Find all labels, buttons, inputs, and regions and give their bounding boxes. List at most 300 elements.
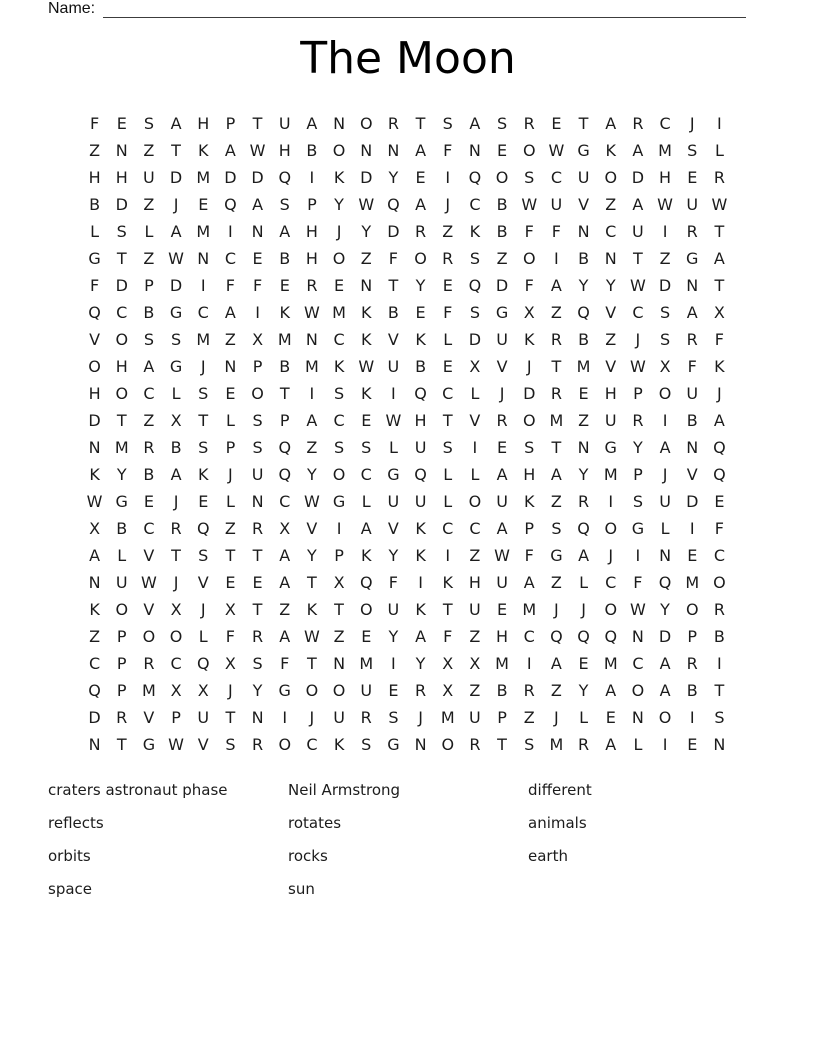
- grid-letter: O: [115, 330, 129, 349]
- grid-letter: G: [169, 303, 183, 322]
- grid-letter: H: [496, 627, 509, 646]
- grid-letter: Q: [658, 573, 672, 592]
- grid-letter: D: [468, 330, 482, 349]
- grid-letter: K: [360, 330, 372, 349]
- grid-letter: R: [632, 411, 644, 430]
- name-label: Name:: [48, 0, 96, 17]
- grid-letter: K: [415, 519, 426, 538]
- grid-letter: O: [658, 384, 672, 403]
- grid-letter: I: [309, 384, 315, 403]
- grid-letter: C: [550, 168, 562, 187]
- grid-letter: N: [686, 438, 699, 457]
- grid-letter: X: [279, 519, 291, 538]
- grid-letter: O: [631, 681, 645, 700]
- grid-letter: Z: [659, 249, 671, 268]
- grid-letter: A: [659, 438, 671, 457]
- grid-letter: I: [255, 303, 260, 322]
- grid-letter: K: [360, 303, 372, 322]
- grid-letter: M: [576, 357, 591, 376]
- grid-letter: C: [605, 222, 617, 241]
- grid-letter: Q: [278, 438, 292, 457]
- grid-letter: A: [170, 114, 182, 133]
- grid-letter: U: [387, 600, 400, 619]
- grid-letter: O: [169, 627, 183, 646]
- grid-letter: N: [224, 357, 237, 376]
- grid-letter: Y: [116, 465, 127, 484]
- grid-letter: A: [632, 195, 644, 214]
- grid-letter: F: [443, 627, 453, 646]
- grid-letter: E: [388, 681, 399, 700]
- grid-letter: J: [336, 222, 342, 241]
- grid-letter: X: [469, 357, 481, 376]
- grid-letter: J: [717, 384, 722, 403]
- grid-letter: J: [418, 708, 423, 727]
- grid-letter: C: [442, 384, 454, 403]
- grid-letter: W: [548, 141, 565, 160]
- grid-letter: M: [495, 654, 509, 673]
- grid-letter: A: [550, 465, 562, 484]
- grid-letter: E: [252, 249, 263, 268]
- grid-letter: M: [359, 654, 374, 673]
- grid-letter: H: [468, 573, 481, 592]
- grid-letter: K: [523, 492, 535, 511]
- grid-letter: R: [387, 114, 399, 133]
- word-bank: [48, 774, 768, 906]
- word-bank-item: different: [528, 781, 592, 799]
- grid-letter: X: [252, 330, 264, 349]
- grid-letter: K: [333, 735, 345, 754]
- grid-letter: W: [303, 303, 320, 322]
- grid-letter: O: [278, 735, 292, 754]
- grid-letter: E: [442, 357, 453, 376]
- grid-letter: W: [629, 276, 646, 295]
- grid-letter: T: [551, 357, 562, 376]
- grid-letter: M: [522, 600, 537, 619]
- grid-letter: R: [252, 519, 264, 538]
- grid-letter: T: [334, 600, 344, 619]
- grid-letter: E: [497, 600, 508, 619]
- grid-letter: Q: [550, 627, 563, 646]
- grid-letter: A: [415, 141, 427, 160]
- grid-letter: E: [605, 708, 616, 727]
- grid-letter: V: [387, 519, 399, 538]
- grid-letter: Q: [278, 168, 292, 187]
- grid-letter: Z: [550, 303, 562, 322]
- grid-letter: S: [279, 195, 290, 214]
- grid-letter: E: [334, 276, 345, 295]
- grid-letter: M: [196, 330, 211, 349]
- grid-letter: C: [469, 519, 481, 538]
- grid-letter: A: [659, 654, 671, 673]
- grid-letter: Y: [388, 546, 399, 565]
- grid-letter: M: [305, 357, 319, 376]
- grid-letter: P: [497, 708, 507, 727]
- word-bank-item: Neil Armstrong: [288, 781, 401, 799]
- grid-letter: Z: [523, 708, 535, 727]
- grid-letter: V: [605, 303, 617, 322]
- grid-letter: N: [631, 708, 644, 727]
- grid-letter: B: [496, 195, 508, 214]
- grid-letter: Z: [143, 411, 155, 430]
- grid-letter: W: [629, 357, 646, 376]
- grid-letter: N: [333, 114, 346, 133]
- grid-letter: O: [604, 168, 618, 187]
- word-bank-item: reflects: [48, 814, 104, 832]
- grid-letter: G: [332, 492, 346, 511]
- grid-letter: Q: [387, 195, 400, 214]
- grid-letter: T: [116, 249, 127, 268]
- word-bank-item: rotates: [288, 814, 342, 832]
- grid-letter: Z: [605, 195, 617, 214]
- grid-letter: P: [116, 654, 127, 673]
- grid-letter: N: [251, 222, 264, 241]
- grid-letter: K: [197, 141, 209, 160]
- grid-letter: N: [577, 222, 590, 241]
- grid-letter: I: [228, 222, 233, 241]
- grid-letter: K: [415, 330, 426, 349]
- grid-letter: P: [225, 114, 236, 133]
- grid-letter: E: [116, 114, 127, 133]
- grid-letter: N: [197, 249, 210, 268]
- grid-letter: U: [387, 357, 400, 376]
- grid-letter: C: [632, 654, 644, 673]
- grid-letter: V: [686, 465, 698, 484]
- grid-letter: F: [551, 222, 561, 241]
- grid-letter: Z: [224, 519, 236, 538]
- grid-letter: C: [306, 735, 318, 754]
- grid-letter: I: [445, 546, 451, 565]
- grid-letter: Q: [577, 519, 590, 538]
- grid-letter: U: [469, 600, 481, 619]
- grid-letter: I: [717, 654, 722, 673]
- grid-letter: B: [415, 357, 427, 376]
- grid-letter: K: [306, 600, 318, 619]
- grid-letter: F: [524, 546, 534, 565]
- grid-letter: O: [713, 573, 726, 592]
- grid-letter: S: [442, 438, 453, 457]
- grid-letter: J: [200, 357, 206, 376]
- grid-letter: C: [197, 303, 209, 322]
- word-bank-item: space: [48, 880, 93, 898]
- grid-letter: W: [86, 492, 103, 511]
- grid-letter: O: [604, 519, 618, 538]
- grid-letter: X: [442, 681, 454, 700]
- grid-letter: Y: [388, 627, 399, 646]
- grid-letter: S: [198, 438, 209, 457]
- grid-letter: P: [307, 195, 317, 214]
- grid-letter: Q: [359, 573, 373, 592]
- grid-letter: A: [170, 222, 182, 241]
- grid-letter: C: [88, 654, 101, 673]
- grid-letter: S: [143, 330, 154, 349]
- grid-letter: A: [605, 114, 617, 133]
- grid-letter: V: [143, 600, 155, 619]
- grid-letter: T: [415, 114, 426, 133]
- grid-letter: F: [687, 357, 697, 376]
- grid-letter: W: [358, 357, 375, 376]
- grid-letter: D: [169, 168, 183, 187]
- grid-letter: Z: [442, 222, 454, 241]
- grid-letter: F: [714, 519, 724, 538]
- grid-letter: S: [659, 303, 671, 322]
- page-title: The Moon: [300, 33, 516, 84]
- grid-letter: L: [660, 519, 670, 538]
- grid-letter: V: [469, 411, 481, 430]
- grid-letter: Y: [605, 276, 616, 295]
- grid-letter: N: [360, 276, 373, 295]
- grid-letter: N: [88, 573, 101, 592]
- grid-letter: C: [333, 330, 345, 349]
- grid-letter: J: [228, 465, 233, 484]
- grid-letter: L: [714, 141, 724, 160]
- grid-letter: V: [578, 195, 590, 214]
- grid-letter: Z: [224, 330, 236, 349]
- grid-letter: S: [659, 330, 671, 349]
- grid-letter: G: [142, 735, 156, 754]
- grid-letter: L: [443, 492, 453, 511]
- word-bank-item: rocks: [288, 847, 328, 865]
- grid-letter: J: [635, 330, 641, 349]
- grid-letter: R: [713, 168, 725, 187]
- grid-letter: S: [116, 222, 127, 241]
- grid-letter: X: [224, 654, 236, 673]
- grid-letter: T: [551, 438, 562, 457]
- grid-letter: A: [713, 249, 725, 268]
- grid-letter: W: [303, 492, 320, 511]
- grid-letter: N: [88, 735, 101, 754]
- grid-letter: I: [309, 168, 315, 187]
- grid-letter: Q: [713, 438, 726, 457]
- grid-letter: N: [387, 141, 400, 160]
- grid-letter: R: [170, 519, 182, 538]
- grid-letter: A: [360, 519, 372, 538]
- grid-letter: M: [549, 735, 564, 754]
- grid-letter: M: [142, 681, 156, 700]
- grid-letter: U: [469, 708, 481, 727]
- grid-letter: O: [658, 708, 672, 727]
- grid-letter: O: [332, 249, 346, 268]
- grid-letter: U: [115, 573, 128, 592]
- grid-letter: C: [713, 546, 725, 565]
- grid-letter: M: [603, 465, 618, 484]
- grid-letter: J: [499, 384, 505, 403]
- grid-letter: Z: [469, 681, 481, 700]
- grid-letter: P: [171, 708, 181, 727]
- grid-letter: N: [115, 141, 128, 160]
- word-grid: [81, 110, 733, 758]
- grid-letter: V: [605, 357, 617, 376]
- grid-letter: G: [278, 681, 291, 700]
- grid-letter: U: [496, 330, 508, 349]
- grid-letter: A: [279, 222, 291, 241]
- grid-letter: D: [169, 276, 183, 295]
- grid-letter: Y: [578, 681, 589, 700]
- grid-letter: O: [251, 384, 264, 403]
- grid-letter: T: [497, 735, 507, 754]
- grid-letter: C: [605, 573, 617, 592]
- grid-letter: U: [414, 438, 427, 457]
- grid-letter: G: [495, 303, 509, 322]
- grid-letter: K: [523, 330, 535, 349]
- grid-letter: W: [521, 195, 538, 214]
- grid-letter: Z: [306, 438, 318, 457]
- grid-letter: Z: [360, 249, 372, 268]
- grid-letter: Z: [496, 249, 508, 268]
- grid-letter: E: [361, 411, 372, 430]
- grid-letter: E: [497, 141, 508, 160]
- grid-letter: B: [387, 303, 399, 322]
- grid-letter: S: [442, 114, 453, 133]
- grid-letter: A: [306, 411, 318, 430]
- grid-letter: A: [415, 627, 427, 646]
- grid-letter: R: [550, 330, 562, 349]
- grid-letter: K: [605, 141, 616, 160]
- grid-letter: G: [169, 357, 183, 376]
- grid-letter: Q: [604, 627, 618, 646]
- grid-letter: O: [441, 735, 455, 754]
- grid-letter: B: [279, 249, 291, 268]
- grid-letter: J: [608, 546, 614, 565]
- grid-letter: F: [225, 276, 235, 295]
- grid-letter: B: [306, 141, 318, 160]
- grid-letter: W: [629, 600, 646, 619]
- grid-letter: U: [686, 384, 699, 403]
- grid-letter: Z: [578, 411, 590, 430]
- grid-letter: E: [497, 438, 508, 457]
- grid-letter: A: [496, 519, 508, 538]
- grid-letter: D: [387, 222, 400, 241]
- grid-letter: T: [578, 114, 589, 133]
- grid-letter: L: [171, 384, 181, 403]
- grid-letter: A: [550, 654, 562, 673]
- grid-letter: W: [303, 627, 320, 646]
- grid-letter: K: [197, 465, 209, 484]
- grid-letter: L: [90, 222, 100, 241]
- grid-letter: C: [279, 492, 291, 511]
- grid-letter: W: [494, 546, 510, 565]
- grid-letter: Y: [361, 222, 372, 241]
- grid-letter: R: [415, 222, 427, 241]
- grid-letter: H: [278, 141, 291, 160]
- grid-letter: Y: [252, 681, 263, 700]
- grid-letter: P: [633, 384, 643, 403]
- grid-letter: M: [114, 438, 129, 457]
- grid-letter: S: [333, 384, 345, 403]
- grid-letter: B: [496, 681, 508, 700]
- grid-letter: F: [89, 276, 100, 295]
- grid-letter: X: [170, 600, 182, 619]
- grid-letter: L: [470, 465, 480, 484]
- grid-letter: A: [224, 303, 236, 322]
- grid-letter: H: [197, 114, 210, 133]
- grid-letter: S: [143, 114, 154, 133]
- grid-letter: Y: [415, 276, 426, 295]
- grid-letter: O: [88, 357, 101, 376]
- grid-letter: W: [249, 141, 266, 160]
- grid-letter: U: [197, 708, 210, 727]
- grid-letter: J: [554, 600, 559, 619]
- grid-letter: I: [662, 735, 668, 754]
- grid-letter: A: [306, 114, 318, 133]
- grid-letter: Q: [278, 465, 292, 484]
- grid-letter: W: [657, 195, 673, 214]
- grid-letter: E: [198, 195, 209, 214]
- grid-letter: B: [143, 303, 155, 322]
- grid-letter: B: [578, 249, 590, 268]
- grid-letter: O: [522, 411, 536, 430]
- grid-letter: T: [307, 654, 317, 673]
- grid-letter: P: [279, 411, 290, 430]
- grid-letter: W: [140, 573, 157, 592]
- grid-letter: G: [550, 546, 563, 565]
- grid-letter: Z: [143, 249, 155, 268]
- grid-letter: N: [577, 438, 590, 457]
- grid-letter: A: [605, 735, 617, 754]
- grid-letter: Z: [469, 546, 481, 565]
- grid-letter: R: [442, 249, 454, 268]
- grid-letter: D: [686, 492, 699, 511]
- grid-letter: E: [578, 654, 589, 673]
- grid-letter: I: [554, 249, 559, 268]
- grid-letter: O: [359, 600, 373, 619]
- grid-letter: O: [305, 681, 319, 700]
- grid-letter: L: [361, 492, 371, 511]
- grid-letter: Z: [89, 627, 101, 646]
- grid-letter: E: [415, 303, 426, 322]
- grid-letter: J: [445, 195, 451, 214]
- grid-letter: B: [279, 357, 291, 376]
- grid-letter: D: [224, 168, 237, 187]
- grid-letter: F: [443, 303, 453, 322]
- grid-letter: O: [522, 141, 536, 160]
- grid-letter: K: [89, 600, 100, 619]
- grid-letter: C: [632, 303, 644, 322]
- grid-letter: V: [89, 330, 101, 349]
- grid-letter: V: [496, 357, 508, 376]
- grid-letter: R: [496, 411, 508, 430]
- grid-letter: M: [277, 330, 292, 349]
- grid-letter: K: [333, 168, 345, 187]
- grid-letter: Y: [334, 195, 344, 214]
- grid-letter: B: [713, 627, 725, 646]
- name-blank-line: [103, 0, 746, 18]
- grid-letter: T: [279, 384, 290, 403]
- grid-letter: S: [225, 735, 236, 754]
- grid-letter: S: [469, 249, 480, 268]
- grid-letter: H: [88, 168, 101, 187]
- grid-letter: A: [632, 141, 644, 160]
- grid-letter: Y: [633, 438, 643, 457]
- grid-letter: L: [579, 573, 589, 592]
- grid-letter: J: [228, 681, 233, 700]
- grid-letter: Q: [196, 519, 210, 538]
- grid-letter: R: [523, 114, 535, 133]
- grid-letter: R: [523, 681, 535, 700]
- grid-letter: U: [278, 114, 291, 133]
- grid-letter: B: [143, 465, 155, 484]
- grid-letter: T: [171, 141, 181, 160]
- grid-letter: R: [686, 654, 698, 673]
- grid-letter: N: [305, 330, 318, 349]
- grid-letter: T: [633, 249, 643, 268]
- grid-letter: S: [496, 114, 508, 133]
- grid-letter: I: [662, 222, 668, 241]
- grid-letter: R: [686, 330, 698, 349]
- grid-letter: A: [523, 573, 535, 592]
- grid-letter: X: [224, 600, 236, 619]
- grid-letter: N: [659, 546, 672, 565]
- grid-letter: L: [144, 222, 154, 241]
